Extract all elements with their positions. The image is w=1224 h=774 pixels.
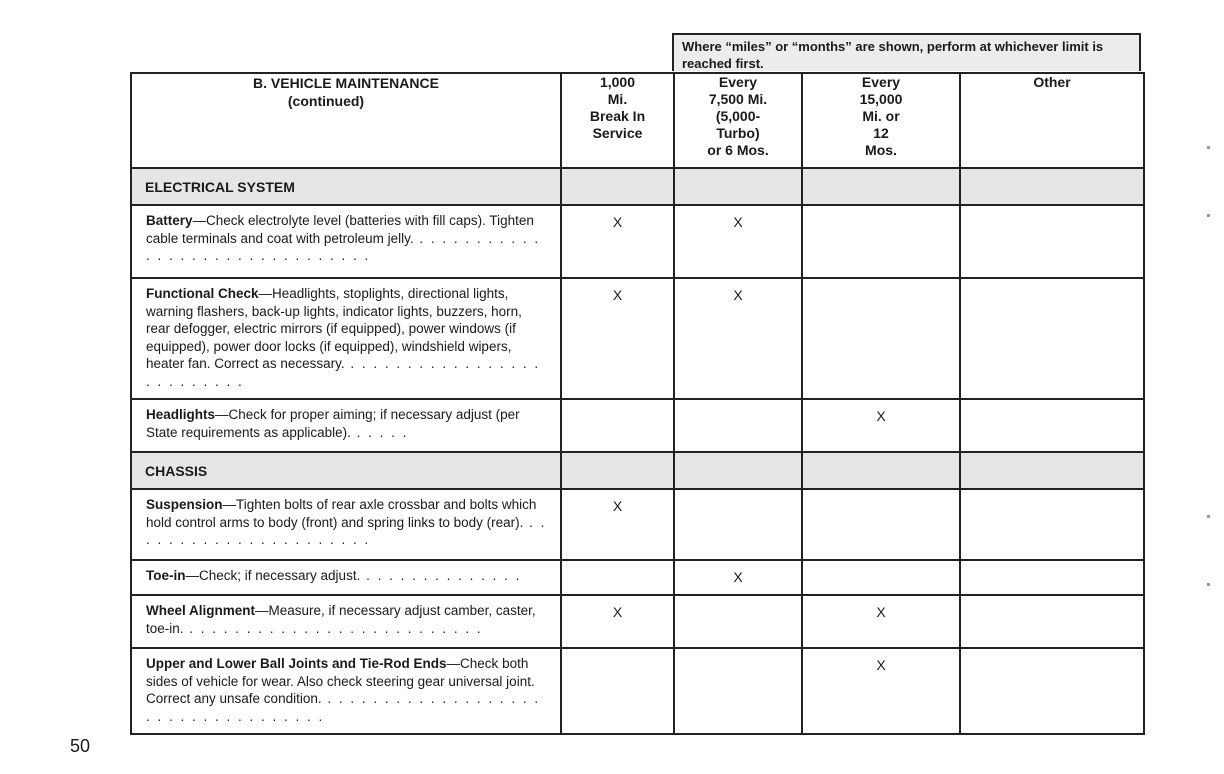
mark-break-in	[561, 648, 674, 734]
table-row	[131, 560, 1144, 595]
table-row	[131, 399, 1144, 452]
table-row	[131, 278, 1144, 399]
row-description: Wheel Alignment—Measure, if necessary adjust camber, caster, toe-in. . . . . . . . . . . . . . . . . . . . . . . . . . .	[131, 595, 561, 648]
row-description: Headlights—Check for proper aiming; if necessary adjust (per State requirements as applicable). . . . . .	[131, 399, 561, 452]
section-row-chassis	[131, 452, 1144, 489]
page-number: 50	[70, 736, 91, 756]
mark-7500	[674, 648, 802, 734]
table-title: B. VEHICLE MAINTENANCE (continued)	[131, 73, 561, 168]
mark-break-in: X	[561, 489, 674, 560]
table-row	[131, 205, 1144, 278]
mark-break-in	[561, 399, 674, 452]
mark-other	[960, 648, 1144, 734]
col-header-15000: Every 15,000 Mi. or 12 Mos.	[802, 73, 960, 168]
col-header-other: Other	[960, 73, 1144, 168]
row-description: Suspension—Tighten bolts of rear axle crossbar and bolts which hold control arms to body (front) and spring links to body (rear). . . . . . . . . . . . . . . . . . . . . . .	[131, 489, 561, 560]
mark-15000	[802, 560, 960, 595]
mark-other	[960, 489, 1144, 560]
section-row-electrical	[131, 168, 1144, 205]
row-description: Battery—Check electrolyte level (batteries with fill caps). Tighten cable terminals and coat with petroleum jelly. . . . . . . . . . . . . . . . . . . . . . . . . . . . . . . .	[131, 205, 561, 278]
mark-15000	[802, 489, 960, 560]
table-row	[131, 648, 1144, 734]
mark-7500	[674, 489, 802, 560]
mark-other	[960, 278, 1144, 399]
mark-break-in: X	[561, 205, 674, 278]
mark-7500: X	[674, 560, 802, 595]
mark-15000: X	[802, 648, 960, 734]
mark-7500: X	[674, 205, 802, 278]
row-description: Toe-in—Check; if necessary adjust. . . . . . . . . . . . . . .	[131, 560, 561, 595]
mark-15000: X	[802, 399, 960, 452]
mark-other	[960, 399, 1144, 452]
section-title-chassis: CHASSIS	[131, 452, 561, 489]
mark-15000	[802, 205, 960, 278]
maintenance-table	[130, 72, 1145, 735]
table-row	[131, 595, 1144, 648]
mark-7500	[674, 595, 802, 648]
mark-15000	[802, 278, 960, 399]
row-description: Upper and Lower Ball Joints and Tie-Rod Ends—Check both sides of vehicle for wear. Also check steering gear universal joint. Correct any unsafe condition. . . . . . . . . . . . . . . . . . . . . . . . . . . . . . . . . . . .	[131, 648, 561, 734]
col-header-break-in: 1,000 Mi. Break In Service	[561, 73, 674, 168]
section-title-electrical: ELECTRICAL SYSTEM	[131, 168, 561, 205]
mark-break-in	[561, 560, 674, 595]
mileage-note: Where “miles” or “months” are shown, perform at whichever limit is reached first.	[672, 33, 1141, 71]
row-description: Functional Check—Headlights, stoplights, directional lights, warning flashers, back-up lights, indicator lights, buzzers, horn, rear defogger, electric mirrors (if equipped), power windows (if equipped), power door locks (if equipped), windshield wipers, heater fan. Correct as necessary. . . . . . . . . . . . . . . . . . . . . . . . . . .	[131, 278, 561, 399]
mark-7500: X	[674, 278, 802, 399]
edge-mark	[1207, 583, 1210, 586]
mark-break-in: X	[561, 595, 674, 648]
mark-other	[960, 595, 1144, 648]
mark-15000: X	[802, 595, 960, 648]
edge-mark	[1207, 214, 1210, 217]
edge-mark	[1207, 515, 1210, 518]
col-header-7500: Every 7,500 Mi. (5,000- Turbo) or 6 Mos.	[674, 73, 802, 168]
header-row	[131, 73, 1144, 168]
table-row	[131, 489, 1144, 560]
mark-other	[960, 205, 1144, 278]
mark-7500	[674, 399, 802, 452]
edge-mark	[1207, 146, 1210, 149]
mark-break-in: X	[561, 278, 674, 399]
mark-other	[960, 560, 1144, 595]
